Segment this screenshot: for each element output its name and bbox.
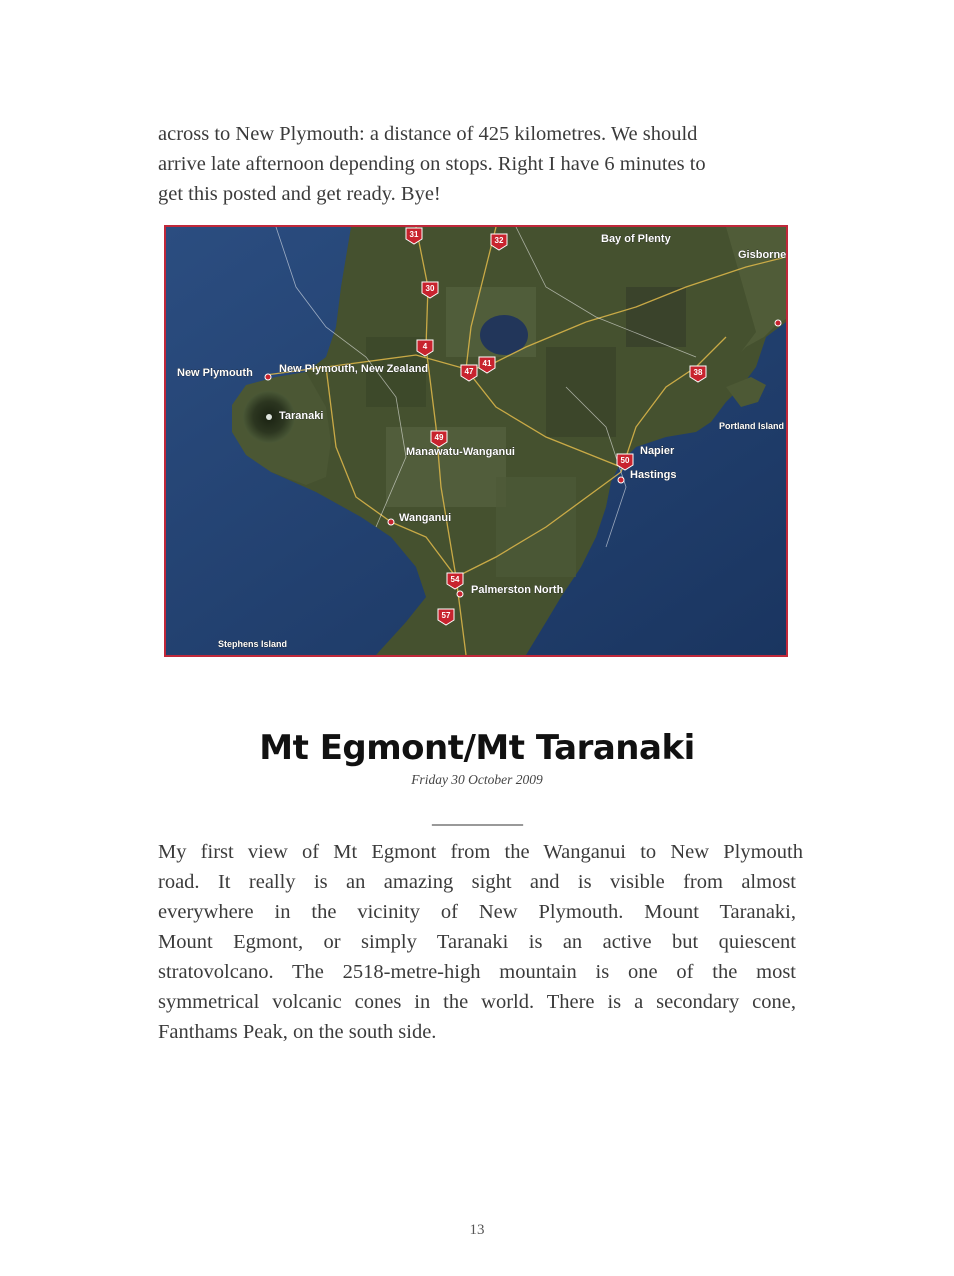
body-line: stratovolcano. The 2518-metre-high mountain is one of the most [158,961,796,983]
map-image [166,227,786,655]
label-palmerston-north: Palmerston North [471,584,564,596]
shield-label: 4 [422,342,428,351]
mt-taranaki-peak [266,414,272,420]
town-hastings [618,477,624,483]
land-patch [626,287,686,347]
intro-line: across to New Plymouth: a distance of 425 kilometres. We should [158,123,698,145]
label-new-plymouth-nz: New Plymouth, New Zealand [279,363,429,375]
town-palmerston-north [457,591,463,597]
body-line: symmetrical volcanic cones in the world. There is a secondary cone, [158,991,796,1013]
route-map [164,225,788,657]
label-hastings: Hastings [630,469,677,481]
shield-label: 41 [482,359,492,368]
article-date: Friday 30 October 2009 [411,772,543,787]
town-new-plymouth [265,374,271,380]
land-patch [546,347,616,437]
shield-label: 30 [425,284,435,293]
body-line: My first view of Mt Egmont from the Wanganui to New Plymouth [158,841,803,863]
label-portland-island: Portland Island [719,421,785,431]
shield-label: 47 [464,367,474,376]
town-wanganui [388,519,394,525]
article-separator: __________ [432,806,522,828]
label-new-plymouth: New Plymouth [177,367,253,379]
label-gisborne: Gisborne [738,249,786,261]
body-line: Fanthams Peak, on the south side. [158,1021,437,1043]
label-bay-of-plenty: Bay of Plenty [601,233,671,245]
land-patch [496,477,576,577]
article-body [158,837,803,1047]
intro-line: arrive late afternoon depending on stops. Right I have 6 minutes to [158,153,706,175]
body-line: everywhere in the vicinity of New Plymouth. Mount Taranaki, [158,901,796,923]
label-napier: Napier [640,445,675,457]
shield-label: 32 [494,236,504,245]
shield-label: 57 [441,611,451,620]
label-wanganui: Wanganui [399,512,452,524]
label-manawatu-wanganui: Manawatu-Wanganui [406,446,515,458]
shield-label: 49 [434,433,444,442]
body-line: Mount Egmont, or simply Taranaki is an active but quiescent [158,931,796,953]
intro-line: get this posted and get ready. Bye! [158,183,441,205]
shield-label: 54 [450,575,460,584]
intro-paragraph [158,119,796,209]
shield-label: 31 [409,230,419,239]
body-line: road. It really is an amazing sight and is visible from almost [158,871,796,893]
page-number: 13 [469,1222,485,1238]
label-stephens-island: Stephens Island [218,639,288,649]
article-title: Mt Egmont/Mt Taranaki [259,728,695,768]
shield-label: 38 [693,368,703,377]
town-gisborne [775,320,781,326]
label-taranaki: Taranaki [279,410,324,422]
shield-label: 50 [620,456,630,465]
